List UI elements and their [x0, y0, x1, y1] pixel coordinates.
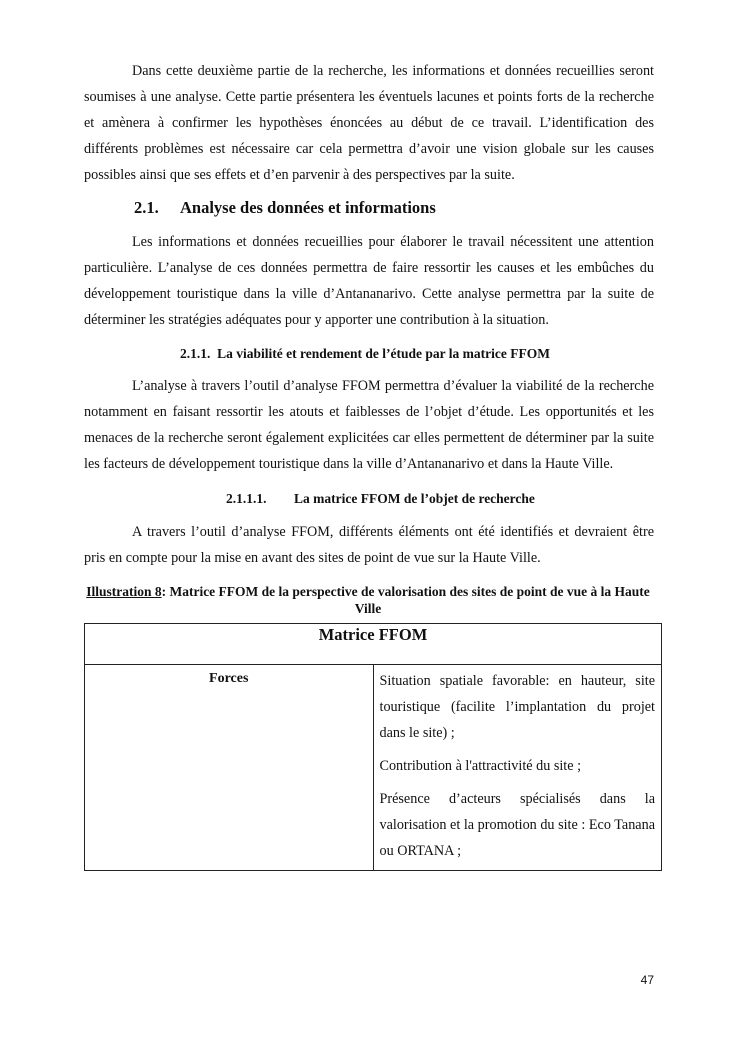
section-number: 2.1.1.	[180, 346, 211, 361]
forces-item: Présence d’acteurs spécialisés dans la valorisation et la promotion du site : Eco Tanana ou ORTANA ;	[379, 791, 655, 859]
section-2-1-1-1-paragraph: A travers l’outil d’analyse FFOM, différents éléments ont été identifiés et devraient être pris en compte pour la mise en avant des sites de point de vue sur la Haute Ville.	[84, 524, 654, 566]
section-number: 2.1.1.1.	[226, 491, 267, 506]
section-title: La viabilité et rendement de l’étude par la matrice FFOM	[217, 346, 550, 361]
forces-items	[373, 665, 662, 871]
illustration-title: : Matrice FFOM de la perspective de valorisation des sites de point de vue à la Haute Ville	[161, 584, 650, 616]
section-2-1-1-paragraph: L’analyse à travers l’outil d’analyse FFOM permettra d’évaluer la viabilité de la recherche notamment en faisant ressortir les atouts et faiblesses de l’objet d’étude. Les opportunités et les menaces de la recherche seront également explicitées car elles permettent de déterminer par la suite les facteurs de développement touristique dans la ville d’Antananarivo et dans la Haute Ville.	[84, 378, 654, 472]
illustration-label: Illustration 8	[86, 584, 162, 599]
section-2-1-paragraph: Les informations et données recueillies pour élaborer le travail nécessitent une attention particulière. L’analyse de ces données permettra de faire ressortir les causes et les embûches du développement touristique dans la ville d’Antananarivo. Cette analyse permettra par la suite de déterminer les stratégies adéquates pour y apporter une contribution à la situation.	[84, 234, 654, 328]
ffom-matrix-table	[84, 623, 662, 871]
section-number: 2.1.	[134, 198, 159, 217]
illustration-caption	[84, 583, 654, 617]
section-heading-2-1-1	[84, 343, 654, 365]
forces-label: Forces	[85, 665, 374, 871]
document-page	[84, 58, 654, 871]
forces-item: Situation spatiale favorable: en hauteur, site touristique (facilite l’implantation du projet dans le site) ;	[379, 673, 655, 741]
forces-item: Contribution à l'attractivité du site ;	[379, 758, 582, 774]
matrix-header: Matrice FFOM	[85, 624, 662, 665]
section-title: La matrice FFOM de l’objet de recherche	[294, 491, 535, 506]
intro-paragraph: Dans cette deuxième partie de la recherche, les informations et données recueillies seront soumises à une analyse. Cette partie présentera les éventuels lacunes et points forts de la recherche et amènera à confirmer les hypothèses énoncées au début de ce travail. L’identification des différents problèmes est nécessaire car cela permettra d’avoir une vision globale sur les causes possibles ainsi que ses effets et d’en parvenir à des perspectives par la suite.	[84, 63, 654, 183]
section-heading-2-1	[84, 196, 654, 220]
section-title: Analyse des données et informations	[180, 198, 436, 217]
section-heading-2-1-1-1	[84, 488, 654, 510]
page-number: 47	[640, 973, 654, 987]
